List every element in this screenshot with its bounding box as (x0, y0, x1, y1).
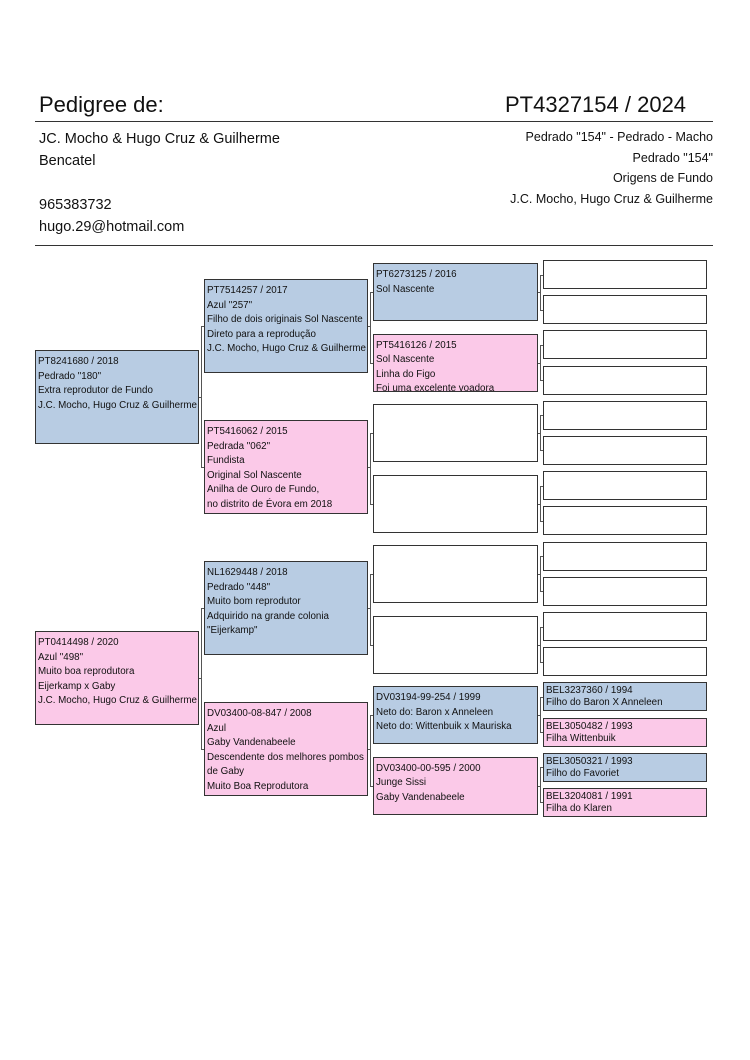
bird-detail-text: Azul (207, 722, 227, 734)
great-grandparent-box (373, 616, 538, 674)
great-great-grandparent-box (543, 753, 707, 782)
bird-detail-text: J.C. Mocho, Hugo Cruz & Guilherme (207, 343, 366, 354)
bird-detail-text: Neto do: Wittenbuik x Mauriska (376, 721, 512, 732)
header-divider (35, 121, 713, 122)
owner-phone: 965383732 (39, 197, 112, 213)
ring-number-text: NL1629448 / 2018 (207, 567, 288, 578)
great-great-grandparent-box (543, 542, 707, 571)
bird-detail-text: Junge Sissi (376, 777, 427, 788)
ring-number-text: BEL3050482 / 1993 (546, 720, 633, 732)
parent-box (35, 631, 199, 725)
bird-detail-text: Azul "257" (207, 299, 253, 311)
owner-line-2: Bencatel (39, 153, 96, 169)
bird-detail-text: J.C. Mocho, Hugo Cruz & Guilherme (38, 695, 197, 706)
great-great-grandparent-box (543, 506, 707, 535)
ring-number-text: PT0414498 / 2020 (38, 637, 119, 648)
page-title: Pedigree de: (39, 92, 164, 117)
bird-detail-text: Filho de dois originais Sol Nascente (207, 314, 363, 325)
grandparent-box (204, 420, 368, 514)
great-great-grandparent-box (543, 788, 707, 817)
grandparent-box (204, 279, 368, 373)
great-grandparent-box (373, 334, 538, 392)
info-line-1: Pedrado "154" - Pedrado - Macho (525, 130, 713, 144)
bird-detail-text: Adquirido na grande colonia (207, 610, 330, 622)
bird-detail-text: Muito boa reprodutora (38, 666, 135, 677)
bird-detail-text: Foi uma excelente voadora (376, 383, 495, 392)
owner-name (39, 128, 280, 172)
bird-detail-text: Muito bom reprodutor (207, 596, 301, 607)
owner-line-1: JC. Mocho & Hugo Cruz & Guilherme (39, 131, 280, 147)
great-great-grandparent-box (543, 471, 707, 500)
ring-number-text: BEL3204081 / 1991 (546, 791, 633, 802)
bird-detail-text: Direto para a reprodução (207, 328, 316, 340)
ring-number-text: PT5416062 / 2015 (207, 426, 288, 437)
bird-detail-text: Fundista (207, 455, 245, 466)
bird-detail-text: Filho do Favoriet (546, 767, 619, 779)
bird-detail-text: Azul "498" (38, 651, 84, 663)
info-line-4: J.C. Mocho, Hugo Cruz & Guilherme (510, 191, 713, 206)
great-grandparent-box (373, 757, 538, 815)
owner-contact (39, 194, 184, 238)
info-divider (35, 245, 713, 246)
grandparent-box (204, 561, 368, 655)
ring-number-text: PT8241680 / 2018 (38, 356, 119, 367)
bird-detail-text: Filha do Klaren (546, 803, 612, 814)
bird-info (510, 127, 713, 209)
bird-detail-text: Descendente dos melhores pombos (207, 751, 364, 763)
ring-number-text: PT5416126 / 2015 (376, 339, 457, 351)
great-great-grandparent-box (543, 330, 707, 359)
owner-email: hugo.29@hotmail.com (39, 219, 185, 235)
great-great-grandparent-box (543, 647, 707, 676)
bird-detail-text: Eijerkamp x Gaby (38, 680, 116, 692)
bird-detail-text: Extra reprodutor de Fundo (38, 385, 153, 396)
bird-detail-text: Gaby Vandenabeele (207, 737, 296, 748)
great-great-grandparent-box (543, 295, 707, 324)
great-great-grandparent-box (543, 401, 707, 430)
bird-detail-text: de Gaby (207, 766, 245, 777)
bird-detail-text: Neto do: Baron x Anneleen (376, 706, 494, 718)
bird-detail-text: "Eijerkamp" (207, 625, 258, 636)
info-line-2: Pedrado "154" (632, 150, 713, 165)
ring-number-text: DV03194-99-254 / 1999 (376, 692, 481, 703)
ring-number-text: BEL3237360 / 1994 (546, 685, 633, 697)
ring-number-text: BEL3050321 / 1993 (546, 755, 633, 767)
bird-detail-text: J.C. Mocho, Hugo Cruz & Guilherme (38, 399, 197, 411)
great-great-grandparent-box (543, 436, 707, 465)
info-line-3: Origens de Fundo (612, 171, 713, 185)
great-great-grandparent-box (543, 718, 707, 747)
bird-detail-text: Sol Nascente (376, 283, 435, 295)
grandparent-box (204, 702, 368, 796)
great-great-grandparent-box (543, 682, 707, 711)
ring-number-text: PT7514257 / 2017 (207, 285, 288, 296)
bird-detail-text: Original Sol Nascente (207, 469, 302, 481)
great-great-grandparent-box (543, 260, 707, 289)
bird-detail-text: Gaby Vandenabeele (376, 791, 465, 803)
bird-detail-text: Pedrada "062" (207, 440, 271, 452)
bird-detail-text: Muito Boa Reprodutora (207, 780, 309, 792)
great-grandparent-box (373, 545, 538, 603)
bird-detail-text: Linha do Figo (376, 368, 436, 380)
great-great-grandparent-box (543, 366, 707, 395)
bird-detail-text: Sol Nascente (376, 354, 435, 365)
ring-number-text: PT6273125 / 2016 (376, 269, 457, 280)
bird-detail-text: Pedrado "448" (207, 581, 271, 593)
parent-box (35, 350, 199, 444)
bird-detail-text: Filha Wittenbuik (546, 732, 616, 744)
ring-number-text: DV03400-00-595 / 2000 (376, 762, 481, 774)
ring-number-text: DV03400-08-847 / 2008 (207, 708, 312, 719)
ring-number: PT4327154 / 2024 (505, 92, 687, 117)
great-grandparent-box (373, 263, 538, 321)
bird-detail-text: Anilha de Ouro de Fundo, (207, 484, 320, 495)
bird-detail-text: Pedrado "180" (38, 370, 102, 382)
great-grandparent-box (373, 475, 538, 533)
great-grandparent-box (373, 404, 538, 462)
great-great-grandparent-box (543, 577, 707, 606)
bird-detail-text: Filho do Baron X Anneleen (546, 697, 663, 709)
great-grandparent-box (373, 686, 538, 744)
bird-detail-text: no distrito de Évora em 2018 (207, 498, 333, 510)
great-great-grandparent-box (543, 612, 707, 641)
